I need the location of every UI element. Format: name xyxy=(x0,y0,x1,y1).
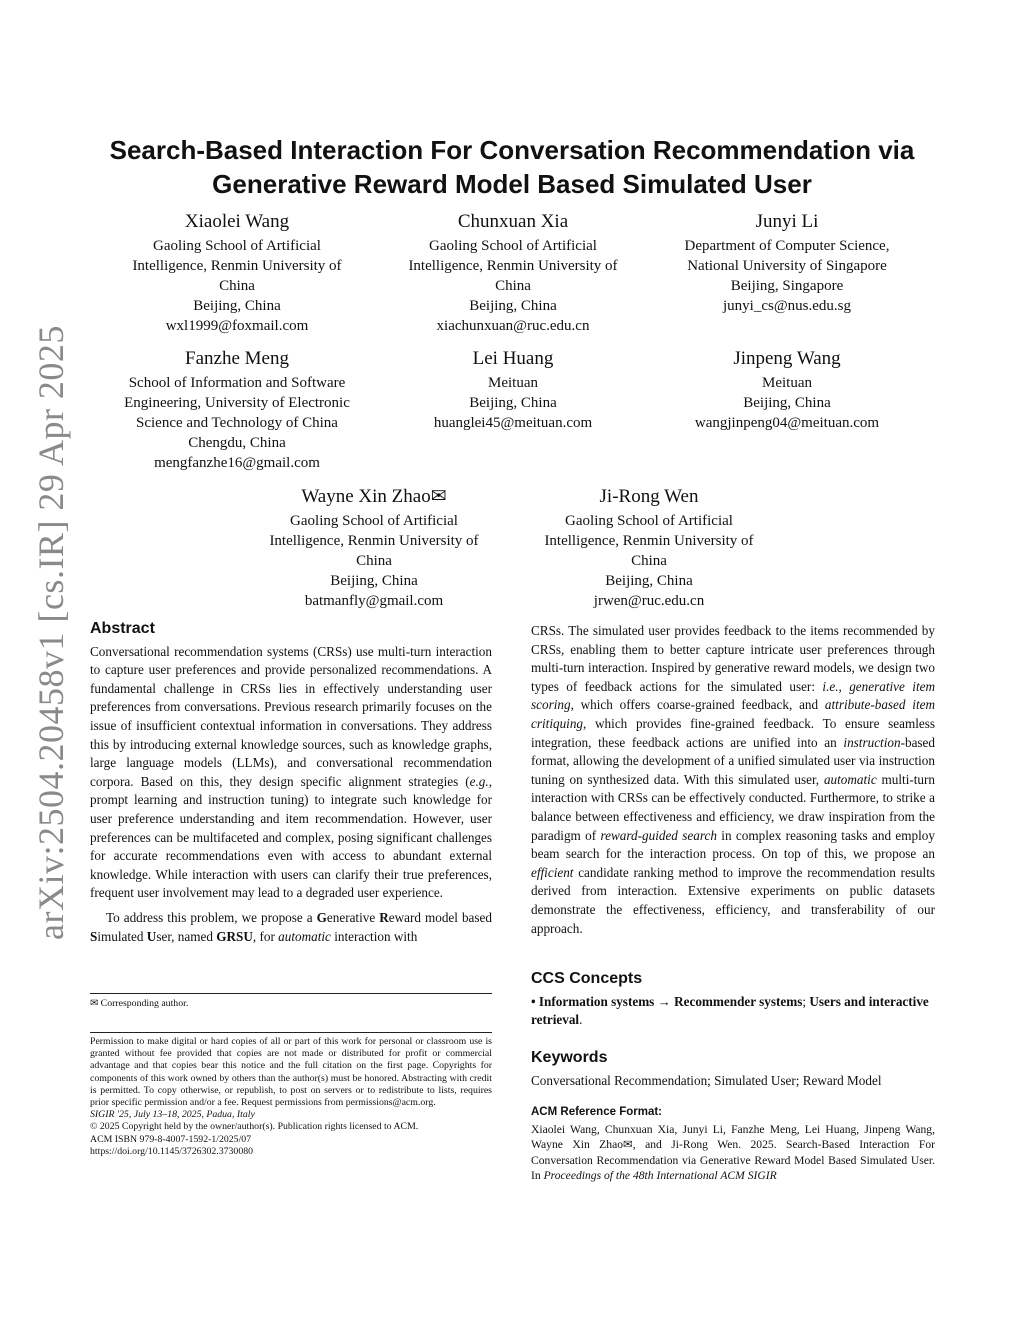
author-block xyxy=(512,485,786,611)
abstract-right-column xyxy=(531,622,935,938)
author-name: Xiaolei Wang xyxy=(184,211,290,232)
author-block xyxy=(100,347,374,473)
author-email: wangjinpeng04@meituan.com xyxy=(694,415,880,431)
permission-block xyxy=(90,1036,492,1158)
author-affiliation: Gaoling School of Artificial Intelligence, Renmin University of China Beijing, China xyxy=(408,238,618,314)
author-email: jrwen@ruc.edu.cn xyxy=(593,593,705,609)
author-block xyxy=(100,210,374,336)
conference-info: SIGIR '25, July 13–18, 2025, Padua, Italy xyxy=(90,1109,255,1121)
acm-reference xyxy=(531,1105,935,1183)
ccs-concepts: • Information systems → Recommender systems; Users and interactive retrieval. xyxy=(531,993,929,1028)
copyright-notice: © 2025 Copyright held by the owner/author(s). Publication rights licensed to ACM. xyxy=(90,1121,419,1133)
author-block xyxy=(237,485,511,611)
ccs-heading: CCS Concepts xyxy=(531,970,643,987)
author-affiliation: Gaoling School of Artificial Intelligence, Renmin University of China Beijing, China xyxy=(544,513,754,589)
abstract-heading: Abstract xyxy=(90,620,155,637)
author-block xyxy=(650,347,924,433)
permission-divider xyxy=(90,1032,492,1033)
abstract-left-column xyxy=(90,620,492,946)
author-name: Fanzhe Meng xyxy=(185,348,289,369)
author-affiliation: Meituan Beijing, China xyxy=(469,375,557,411)
author-name: Wayne Xin Zhao✉ xyxy=(301,486,447,507)
author-name: Junyi Li xyxy=(755,211,819,232)
acm-reference-heading: ACM Reference Format: xyxy=(531,1106,662,1118)
ccs-section xyxy=(531,970,935,1030)
permission-notice: Permission to make digital or hard copies of all or part of this work for personal or classroom use is granted without fee provided that copies are not made or distributed for profit or commercial advantage and that copies bear this notice and the full citation on the first page. Copyrights for components of this work owned by others than the author(s) must be honored. Abstracting with credit is permitted. To copy otherwise, or republish, to post on servers or to redistribute to lists, requires prior specific permission and/or a fee. Request permissions from permissions@acm.org. xyxy=(90,1036,492,1109)
doi-link[interactable]: https://doi.org/10.1145/3726302.3730080 xyxy=(90,1145,254,1157)
abstract-paragraph: Conversational recommendation systems (CRSs) use multi-turn interaction to capture user preferences and provide personalized recommendations. A fundamental challenge in CRSs lies in effectively understanding user preferences from conversations. Previous research primarily focuses on the issue of insufficient contextual information in conversations. They address this by introducing external knowledge sources, such as knowledge graphs, large language models (LLMs), and conversational recommendation corpora. Based on this, they design specific alignment strategies (e.g., prompt learning and instruction tuning) to integrate such knowledge for user preference understanding and item recommendation. However, user preferences can be multifaceted and complex, posing significant challenges for accurate recommendations even with access to abundant external knowledge. While interaction with users can clarify their true preferences, frequent user involvement may lead to a degraded user experience. xyxy=(90,643,492,901)
keywords-heading: Keywords xyxy=(531,1049,608,1066)
keywords-section xyxy=(531,1049,935,1090)
author-affiliation: Department of Computer Science, National University of Singapore Beijing, Singapore xyxy=(684,238,890,294)
footnote: ✉ Corresponding author. xyxy=(90,998,189,1009)
author-email: batmanfly@gmail.com xyxy=(304,593,444,609)
paper-title: Search-Based Interaction For Conversation Recommendation via Generative Reward Model Based Simulated User xyxy=(109,135,915,199)
author-affiliation: Meituan Beijing, China xyxy=(743,375,831,411)
author-email: xiachunxuan@ruc.edu.cn xyxy=(436,318,590,334)
author-block xyxy=(376,210,650,336)
author-name: Lei Huang xyxy=(472,348,554,369)
author-email: wxl1999@foxmail.com xyxy=(165,318,309,334)
arxiv-identifier: arXiv:2504.20458v1 [cs.IR] 29 Apr 2025 xyxy=(31,325,71,940)
abstract-paragraph: To address this problem, we propose a Generative Reward model based Simulated User, named GRSU, for automatic interaction with xyxy=(90,909,492,944)
author-affiliation: Gaoling School of Artificial Intelligence, Renmin University of China Beijing, China xyxy=(269,513,479,589)
author-name: Jinpeng Wang xyxy=(733,348,841,369)
author-email: mengfanzhe16@gmail.com xyxy=(154,455,320,471)
author-affiliation: Gaoling School of Artificial Intelligence, Renmin University of China Beijing, China xyxy=(132,238,342,314)
abstract-paragraph: CRSs. The simulated user provides feedback to the items recommended by CRSs, enabling them to better capture intricate user preferences through multi-turn interaction. Inspired by generative reward models, we design two types of feedback actions for the simulated user: i.e., generative item scoring, which offers coarse-grained feedback, and attribute-based item critiquing, which provides fine-grained feedback. To ensure seamless integration, these feedback actions are unified into an instruction-based format, allowing the development of a unified simulated user via instruction tuning on synthesized data. With this simulated user, automatic multi-turn interaction with CRSs can be effectively conducted. Furthermore, to strike a balance between effectiveness and efficiency, we draw inspiration from the paradigm of reward-guided search in complex reasoning tasks and employ beam search for the interaction process. On top of this, we propose an efficient candidate ranking method to improve the recommendation results derived from interaction. Extensive experiments on public datasets demonstrate the effectiveness, efficiency, and transferability of our approach. xyxy=(531,623,935,936)
isbn: ACM ISBN 979-8-4007-1592-1/2025/07 xyxy=(90,1133,252,1145)
author-name: Ji-Rong Wen xyxy=(599,486,699,507)
acm-reference-text: Xiaolei Wang, Chunxuan Xia, Junyi Li, Fanzhe Meng, Lei Huang, Jinpeng Wang, Wayne Xin Zhao✉, and Ji-Rong Wen. 2025. Search-Based Interaction For Conversation Recommendation via Generative Reward Model Based Simulated User. In Proceedings of the 48th International ACM SIGIR xyxy=(531,1123,935,1182)
keywords-text: Conversational Recommendation; Simulated User; Reward Model xyxy=(531,1072,882,1088)
footnote-divider xyxy=(90,993,492,994)
author-email: junyi_cs@nus.edu.sg xyxy=(723,298,851,314)
author-block xyxy=(376,347,650,433)
author-affiliation: School of Information and Software Engineering, University of Electronic Science and Technology of China Chengdu, China xyxy=(124,375,350,451)
author-name: Chunxuan Xia xyxy=(457,211,569,232)
author-email: huanglei45@meituan.com xyxy=(433,415,593,431)
author-block xyxy=(650,210,924,316)
